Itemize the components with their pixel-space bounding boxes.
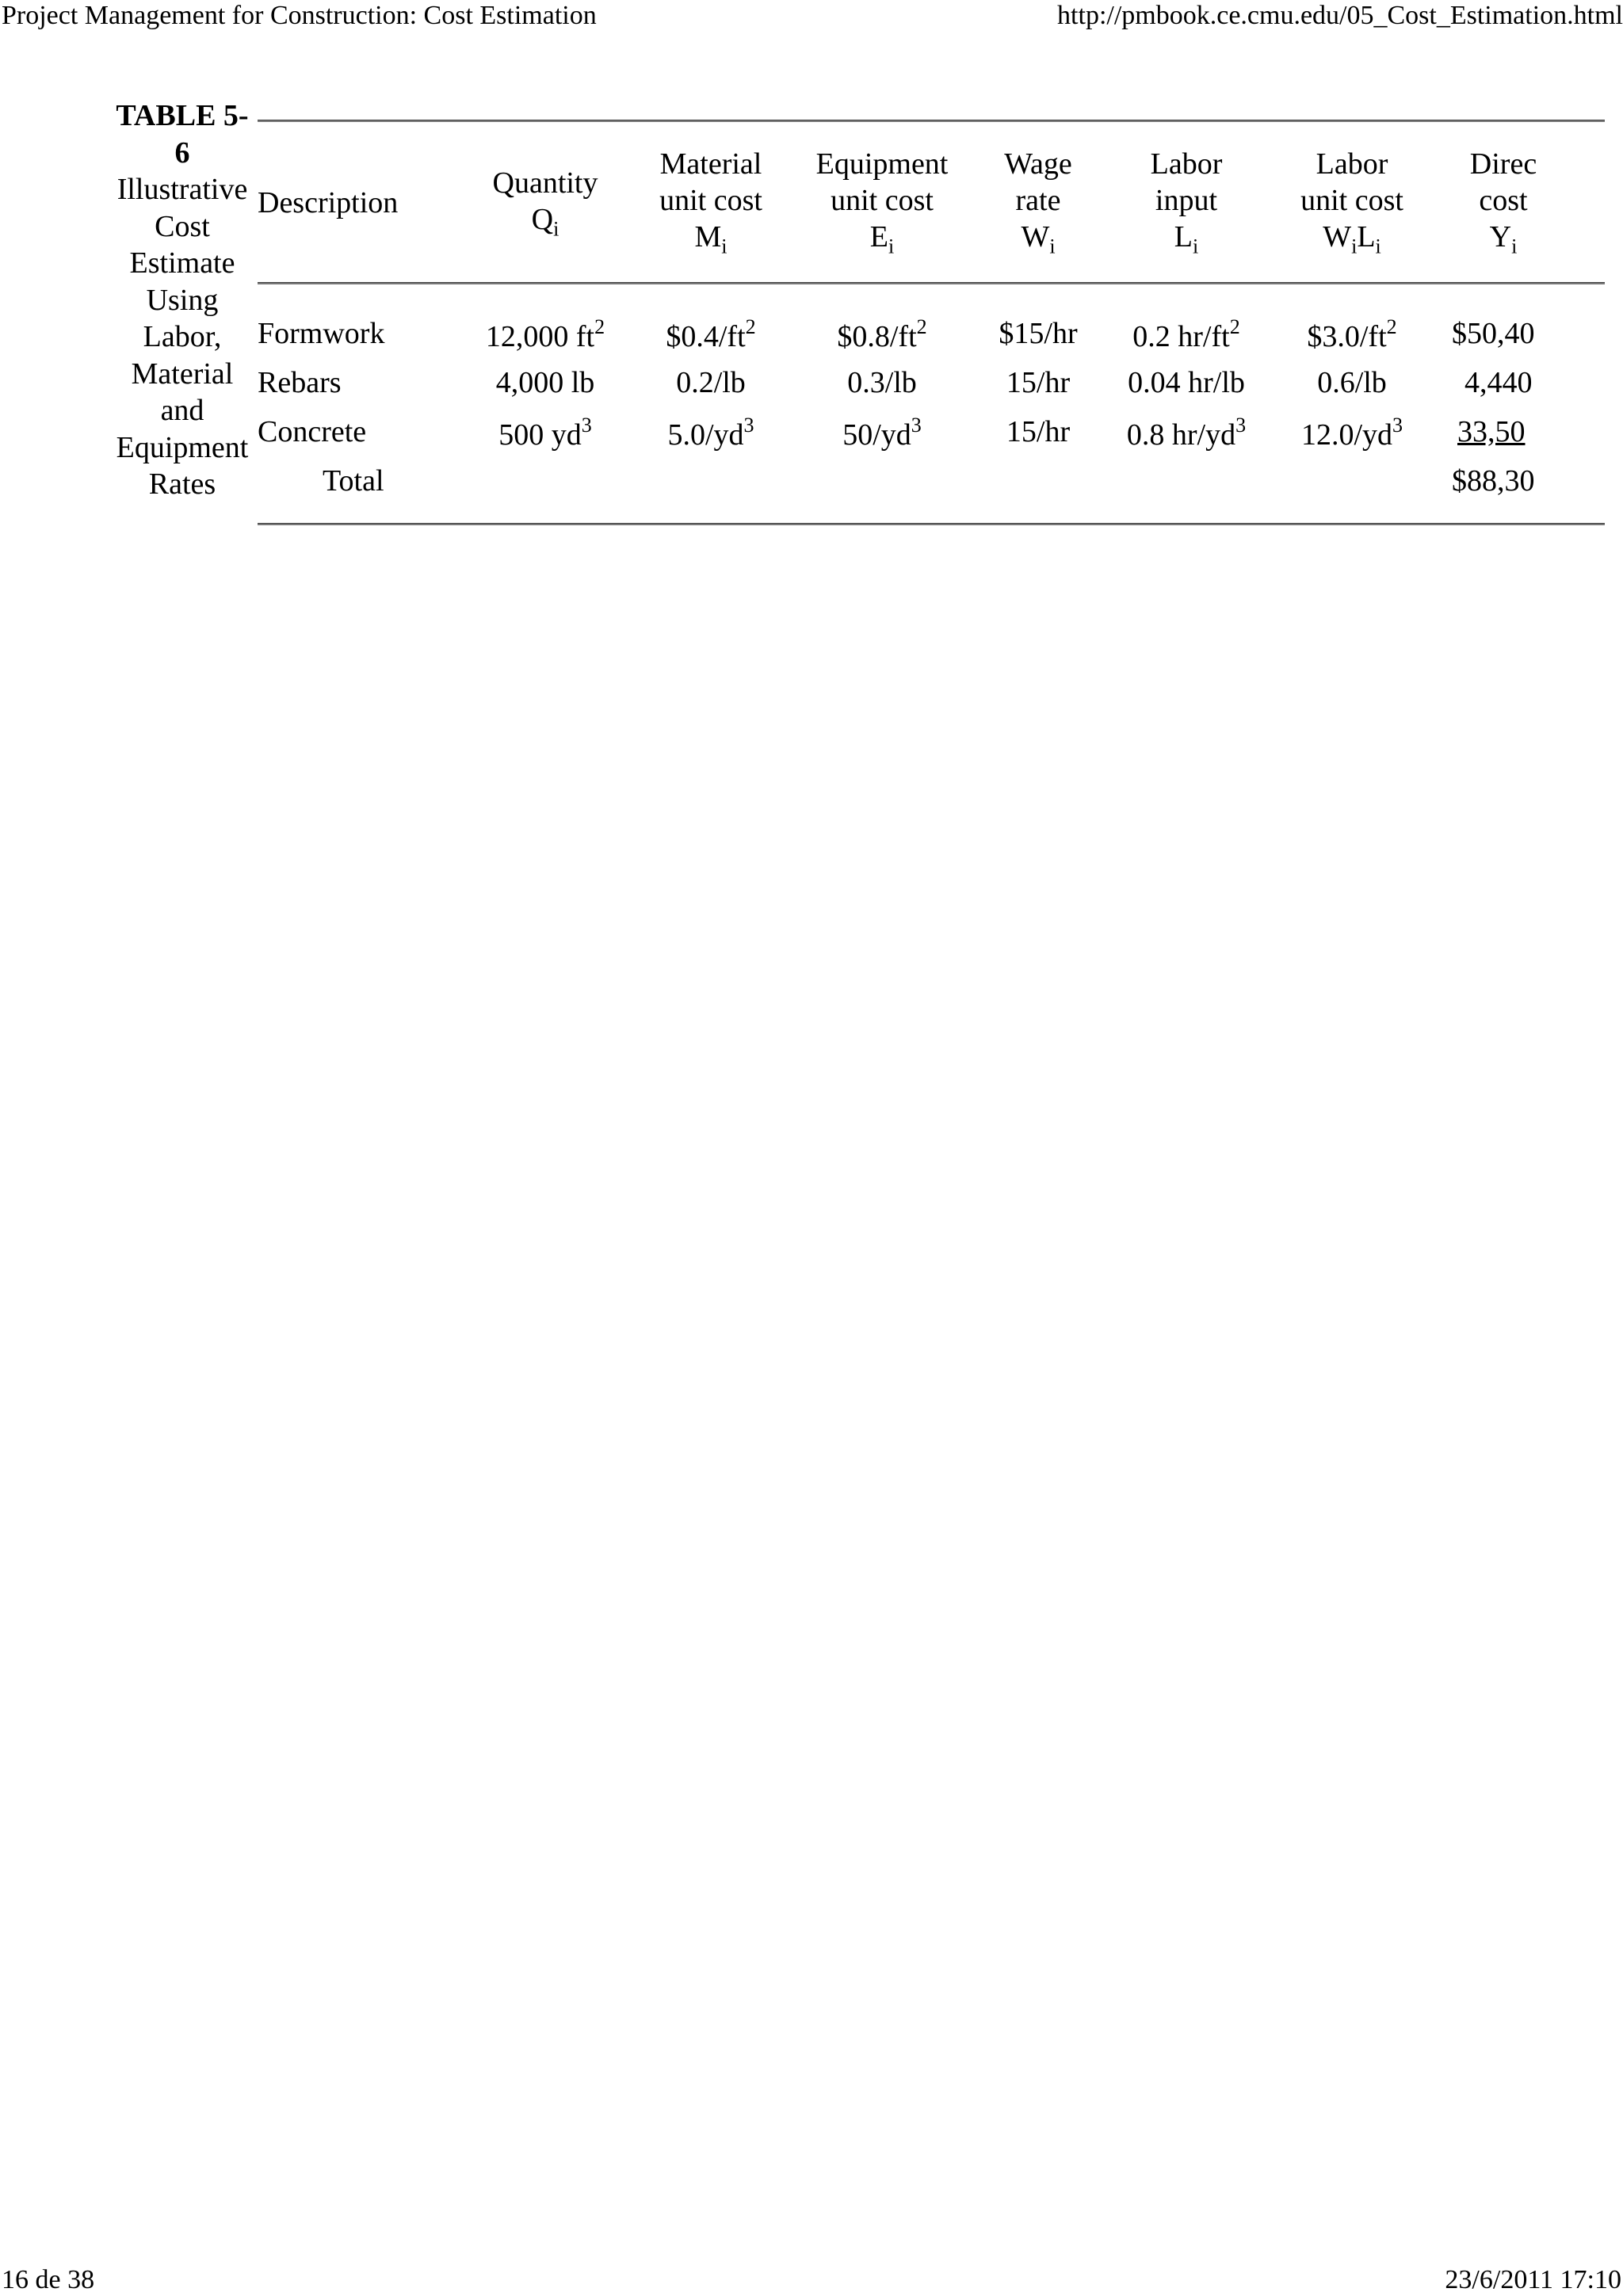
header-quantity [492,165,598,241]
row-labor-cost: $\$3.0/ft^2$ [1307,315,1397,353]
header-description: Description [258,186,399,219]
row-wage: 15/hr [1006,415,1071,448]
row-equipment: $50/yd^3$ [842,414,922,452]
header-material-line1: Material [659,147,762,181]
row-labor-input: 0.04 hr/lb [1128,366,1245,399]
table-bottom-rule [258,523,1605,525]
header-direct-cost-line2: cost [1479,184,1528,217]
header-equipment [815,146,949,258]
table-header-rule [258,282,1605,284]
row-labor-cost: 0.6/lb [1317,366,1387,399]
row-direct-cost: 33,50 [1457,415,1526,448]
table-caption-title: TABLE 5-6 [116,99,249,170]
page-footer-page-number: 16 de 38 [2,2265,95,2294]
header-equipment-symbol: $E_i$ [869,220,895,258]
row-description: Concrete [258,415,367,448]
header-labor-input-symbol: $L_i$ [1174,220,1199,258]
table-caption-text: Illustrative Cost Estimate Using Labor, Material and Equipment Rates [116,173,249,501]
header-labor-cost-symbol: $W_iL_i$ [1323,220,1381,258]
row-direct-cost: $50,40 [1452,317,1535,350]
row-equipment: 0.3/lb [847,366,917,399]
header-equipment-line1: Equipment [815,147,949,181]
row-material: 0.2/lb [676,366,746,399]
row-material: $\$0.4/ft^2$ [666,315,756,353]
header-quantity-label: Quantity [492,166,598,200]
total-direct-cost: $88,30 [1452,464,1535,498]
row-labor-input: 0.2 $hr/ft^2$ [1132,315,1240,353]
total-label: Total [323,464,384,498]
header-labor-cost [1300,146,1403,258]
row-direct-cost: 4,440 [1465,366,1533,399]
table-caption [111,97,254,503]
row-wage: 15/hr [1006,366,1071,399]
header-quantity-symbol: $Q_i$ [531,203,559,241]
row-labor-input: 0.8 $hr/yd^3$ [1126,414,1247,452]
page-footer-timestamp: 23/6/2011 17:10 [1445,2265,1621,2294]
header-labor-input-line2: input [1155,184,1218,217]
header-labor-input-line1: Labor [1150,147,1223,181]
table-top-rule [258,120,1605,122]
page-header-url: http://pmbook.ce.cmu.edu/05_Cost_Estimation.html [1057,1,1623,30]
header-equipment-line2: unit cost [831,184,934,217]
header-labor-cost-line2: unit cost [1300,184,1403,217]
header-wage-symbol: $W_i$ [1021,220,1056,258]
header-direct-cost-line1: Direc [1469,147,1537,181]
row-quantity: 12,000 $ft^2$ [485,315,605,353]
header-wage-line1: Wage [1004,147,1072,181]
header-labor-cost-line1: Labor [1316,147,1388,181]
row-description: Formwork [258,317,385,350]
header-material [659,146,762,258]
row-quantity: 4,000 lb [495,366,595,399]
header-labor-input [1150,146,1223,258]
row-quantity: 500 $yd^3$ [498,414,592,452]
header-wage-line2: rate [1015,184,1061,217]
row-description: Rebars [258,366,342,399]
row-labor-cost: $12.0/yd^3$ [1300,414,1403,452]
header-material-line2: unit cost [659,184,762,217]
cost-estimate-table [258,111,1537,539]
header-direct-cost [1469,146,1537,258]
page-header-title: Project Management for Construction: Cost Estimation [2,1,597,30]
header-material-symbol: $M_i$ [694,220,727,258]
header-direct-cost-symbol: $Y_i$ [1489,220,1518,258]
header-wage [1004,146,1072,258]
row-wage: $15/hr [999,317,1078,350]
row-material: $5.0/yd^3$ [667,414,754,452]
row-equipment: $\$0.8/ft^2$ [837,315,927,353]
